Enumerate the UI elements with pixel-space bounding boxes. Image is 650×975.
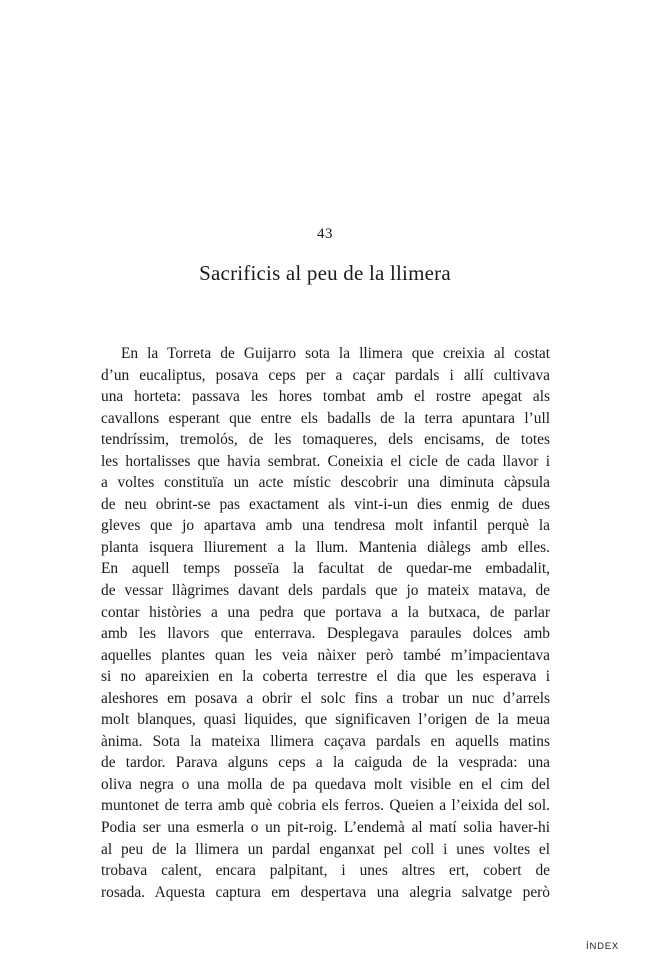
text-line: oliva negra o una molla de pa quedava molt visible en el cim del — [101, 775, 550, 793]
text-line: aleshores em posava a obrir el solc fins a trobar un nuc d’arrels — [101, 689, 550, 707]
text-line: tendríssim, tremolós, de les tomaqueres, dels encisams, de totes — [101, 431, 550, 449]
text-line: ànima. Sota la mateixa llimera caçava pardals en aquells matins — [101, 732, 550, 750]
text-line: En la Torreta de Guijarro sota la llimera que creixia al costat — [121, 345, 550, 362]
text-line: Podia ser una esmerla o un pit-roig. L’endemà al matí solia haver-hi — [101, 819, 550, 837]
text-line: trobava calent, encara palpitant, i unes altres ert, cobert de — [101, 862, 550, 880]
text-line: al peu de la llimera un pardal enganxat pel coll i unes voltes el — [101, 840, 550, 858]
text-line: muntonet de terra amb què cobria els ferros. Queien a l’eixida del sol. — [101, 797, 550, 815]
text-line: aquelles plantes quan les veia nàixer però també m’impacientava — [101, 646, 550, 664]
text-line: de vessar llàgrimes davant dels pardals que jo mateix matava, de — [101, 582, 550, 600]
text-line: a voltes constituïa un acte místic descobrir una diminuta càpsula — [101, 474, 550, 492]
text-line: una horteta: passava les hores tombat amb el rostre apegat als — [101, 388, 550, 406]
text-line: En aquell temps posseïa la facultat de quedar-me embadalit, — [101, 560, 550, 578]
text-line: gleves que jo apartava amb una tendresa molt infantil perquè la — [101, 517, 550, 535]
text-line: planta isquera lliurement a la llum. Mantenia diàlegs amb elles. — [101, 538, 550, 556]
chapter-number: 43 — [317, 226, 333, 242]
body-paragraph — [101, 343, 550, 903]
text-line: de neu obrint-se pas exactament als vint-i-un dies enmig de dues — [101, 495, 550, 513]
chapter-title: Sacrificis al peu de la llimera — [199, 261, 451, 285]
text-line: de tardor. Parava alguns ceps a la caiguda de la vesprada: una — [101, 754, 550, 772]
text-line: les hortalisses que havia sembrat. Coneixia el cicle de cada llavor i — [101, 452, 550, 470]
text-line: d’un eucaliptus, posava ceps per a caçar pardals i allí cultivava — [101, 366, 550, 384]
index-link[interactable]: ÍNDEX — [586, 941, 620, 952]
text-line: contar històries a una pedra que portava a la butxaca, de parlar — [101, 603, 550, 621]
text-line: cavallons esperant que entre els badalls de la terra apuntara l’ull — [101, 409, 550, 427]
text-line: rosada. Aquesta captura em despertava una alegria salvatge però — [101, 883, 550, 901]
text-line: amb les llavors que enterrava. Desplegava paraules dolces amb — [101, 625, 550, 643]
text-line: molt blanques, quasi liquides, que significaven l’origen de la meua — [101, 711, 550, 729]
text-line: si no apareixien en la coberta terrestre el dia que les esperava i — [101, 668, 550, 686]
